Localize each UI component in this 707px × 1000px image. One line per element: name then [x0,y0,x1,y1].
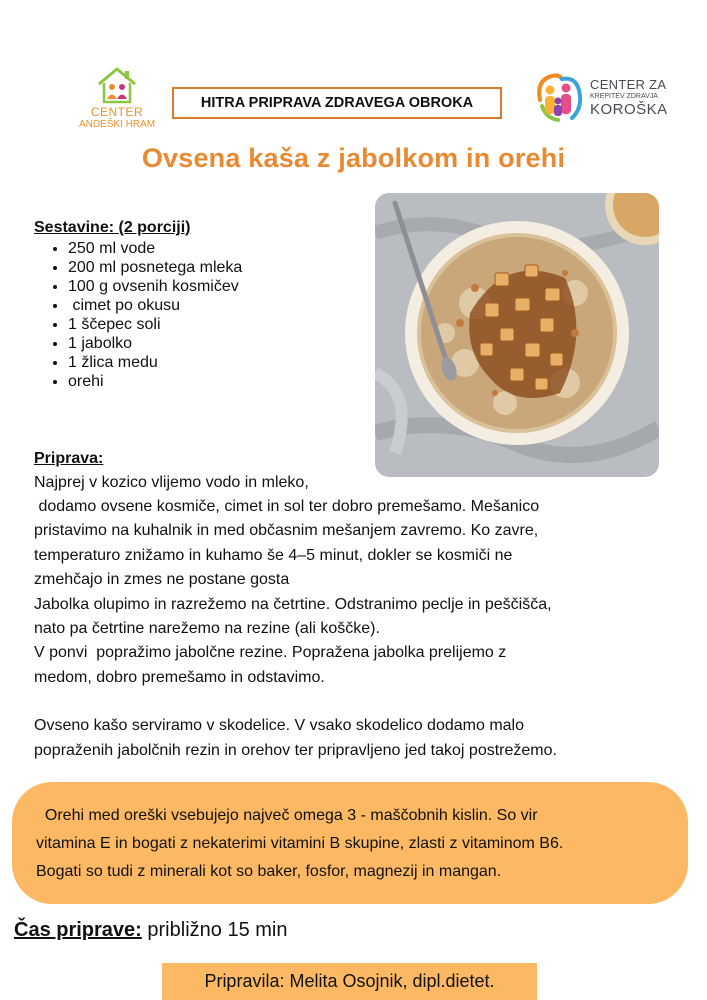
preparation-line: V ponvi popražimo jabolčne rezine. Popražena jabolka prelijemo z [34,644,507,662]
preparation-text [34,495,674,763]
preparation-line: medom, dobro premešamo in odstavimo. [34,668,325,686]
logo-right-line2: KREPITEV ZDRAVJA [590,93,658,100]
ingredient-item: • 250 ml vode [68,239,242,258]
logo-right-line3: KOROŠKA [590,101,668,118]
author-credit: Pripravila: Melita Osojnik, dipl.dietet. [162,963,537,1000]
preparation-line: dodamo ovsene kosmiče, cimet in sol ter dobro premešamo. Mešanico [34,498,540,515]
preparation-line: pristavimo na kuhalnik in med občasnim mešanjem zavremo. Ko zavre, [34,522,539,540]
prep-time-label: Čas priprave: [14,919,142,941]
preparation-line: nato pa četrtine narežemo na rezine (ali koščke). [34,620,380,638]
note-line: vitamina E in bogati z nekaterimi vitamini B skupine, zlasti z vitaminom B6. [36,835,564,852]
ingredient-item: • orehi [68,372,242,391]
preparation-line: Jabolka olupimo in razrežemo na četrtine. Odstranimo peclje in peščišča, [34,595,552,613]
ingredient-item: • 200 ml posnetega mleka [68,258,242,277]
prep-time-value: približno 15 min [141,919,288,941]
header-banner: HITRA PRIPRAVA ZDRAVEGA OBROKA [172,87,502,119]
logo-left-line1: CENTER [90,105,144,119]
preparation-line: zmehčajo in zmes ne postane gosta [34,571,290,589]
serving-line: Ovseno kašo serviramo v skodelice. V vsako skodelico dodamo malo [34,717,524,735]
ingredient-item: • cimet po okusu [68,296,242,315]
note-line: Bogati so tudi z minerali kot so baker, fosfor, magnezij in mangan. [36,863,502,880]
oatmeal-photo [375,193,659,477]
house-icon [93,64,141,106]
ingredients-list [48,239,242,391]
ingredient-item: • 1 ščepec soli [68,315,242,334]
preparation-line: temperaturo znižamo in kuhamo še 4–5 minut, dokler se kosmiči ne [34,546,513,564]
logo-left-line2: ANDEŠKI HRAM [78,119,156,130]
center-andeski-hram-logo [72,64,162,134]
note-line: Orehi med oreški vsebujejo največ omega 3 - maščobnih kislin. So vir [36,807,538,824]
preparation-first-line: Najprej v kozico vlijemo vodo in mleko, [34,474,309,491]
ingredient-item: • 100 g ovsenih kosmičev [68,277,242,296]
ingredient-item: • 1 žlica medu [68,353,242,372]
center-za-krepitev-zdravja-logo [532,70,692,130]
prep-time [14,919,287,942]
nutrition-note [12,782,688,904]
ingredients-heading: Sestavine: (2 porciji) [34,219,191,236]
ingredient-item: • 1 jabolko [68,334,242,353]
logo-right-line1: CENTER ZA [590,77,667,92]
family-icon [532,70,586,126]
serving-line: popraženih jabolčnih rezin in orehov ter pripravljeno jed takoj postrežemo. [34,741,557,759]
recipe-title: Ovsena kaša z jabolkom in orehi [141,143,566,173]
preparation-heading: Priprava: [34,450,104,467]
